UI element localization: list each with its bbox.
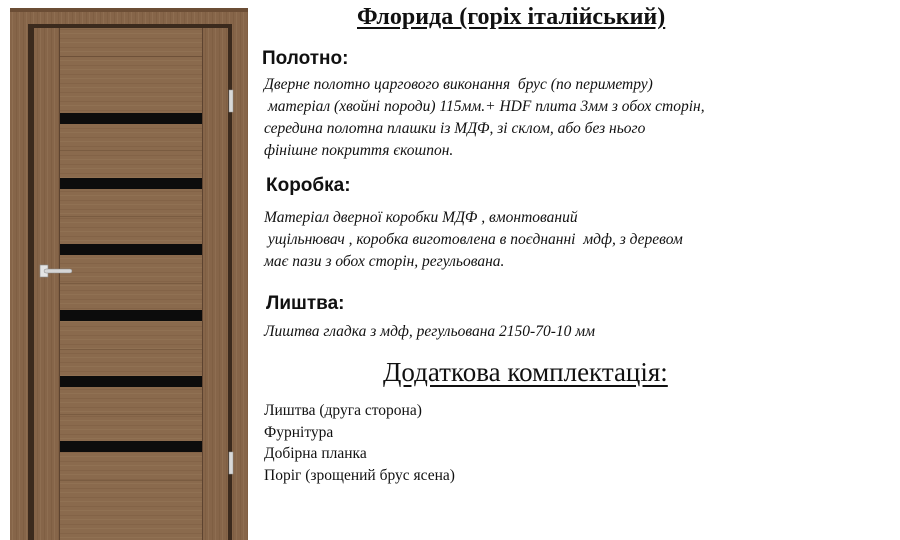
glass-strip <box>60 244 202 255</box>
frame-line: ущільнювач , коробка виготовлена в поєднанні мдф, з деревом <box>264 231 683 248</box>
list-item: Фурнітура <box>264 423 334 441</box>
panel-line: Дверне полотно царгового виконання брус (по периметру) <box>264 76 653 93</box>
hinge-bottom <box>229 452 233 474</box>
glass-strip <box>60 441 202 452</box>
panel-heading: Полотно: <box>262 48 349 69</box>
panel-line: фінішне покриття єкошпон. <box>264 142 454 159</box>
panel-line: матеріал (хвойні породи) 115мм.+ HDF плита 3мм з обох сторін, <box>264 98 705 115</box>
trim-line: Лиштва гладка з мдф, регульована 2150-70-10 мм <box>264 323 596 340</box>
door-stile-right <box>202 28 228 540</box>
trim-description <box>264 321 595 343</box>
frame-line: має пази з обох сторін, регульована. <box>264 253 505 270</box>
extras-title: Додаткова комплектація: <box>383 357 668 387</box>
door-image <box>0 0 255 540</box>
frame-heading: Коробка: <box>266 175 351 196</box>
panel-description <box>264 74 705 162</box>
hinge-top <box>229 90 233 112</box>
panel-line: середина полотна плашки із МДФ, зі склом, або без нього <box>264 120 646 137</box>
frame-line: Матеріал дверної коробки МДФ , вмонтований <box>264 209 578 226</box>
glass-strip <box>60 376 202 387</box>
frame-description <box>264 207 683 273</box>
door-stile-left <box>34 28 60 540</box>
glass-strip <box>60 178 202 189</box>
list-item: Добірна планка <box>264 445 367 462</box>
door-illustration <box>0 0 255 540</box>
glass-strip <box>60 113 202 124</box>
glass-strip <box>60 310 202 321</box>
product-title: Флорида (горіх італійський) <box>357 4 666 30</box>
extras-list <box>264 400 455 486</box>
trim-heading: Лиштва: <box>266 293 345 314</box>
list-item: Поріг (зрощений брус ясена) <box>264 466 455 484</box>
list-item: Лиштва (друга сторона) <box>264 402 422 419</box>
